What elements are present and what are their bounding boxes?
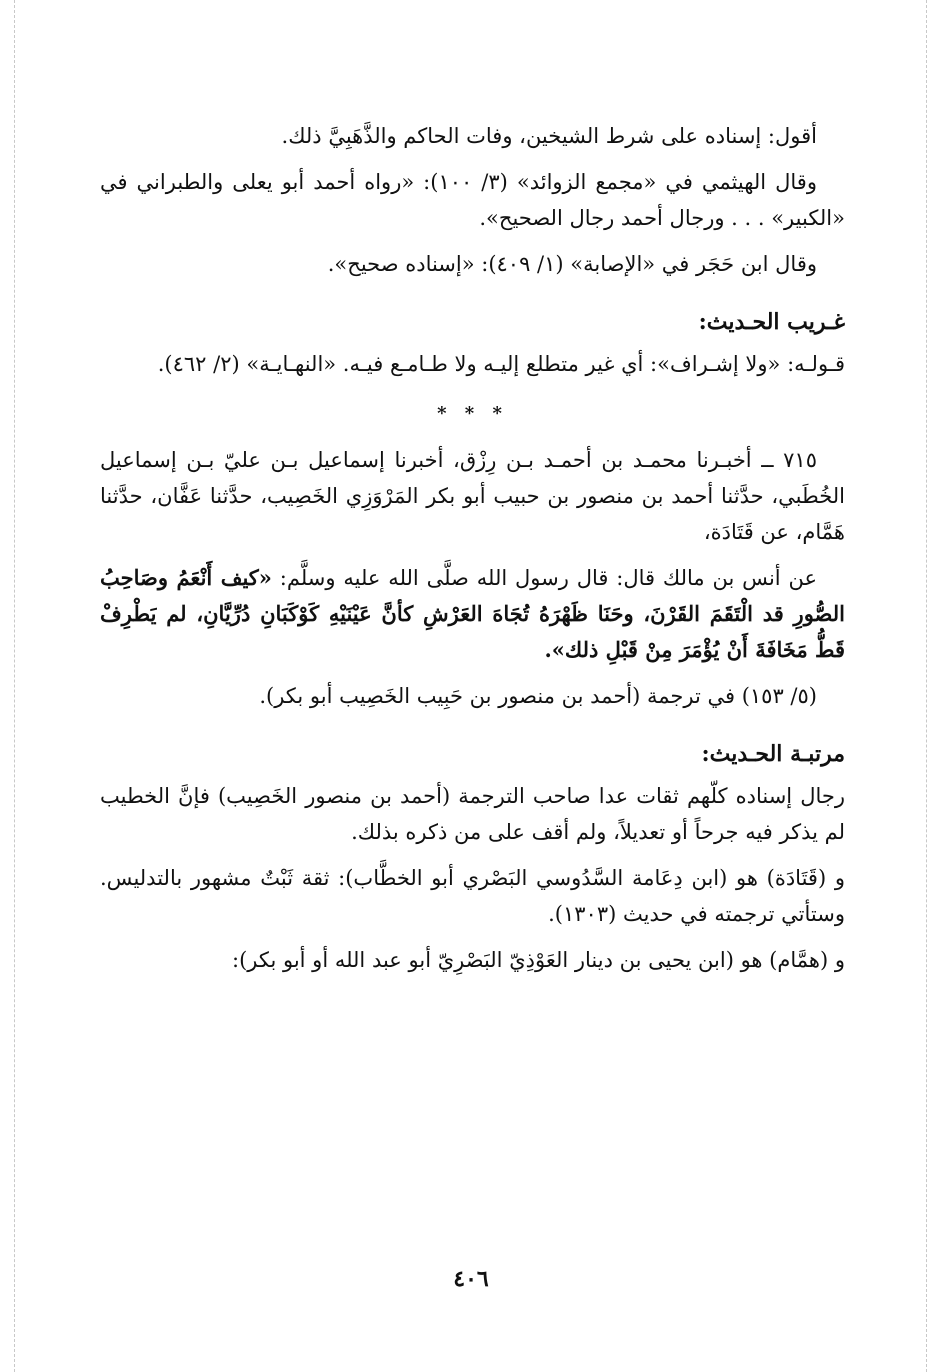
hadith-matn-text: «كيف أَنْعَمُ وصَاحِبُ الصُّورِ قد الْتَقَمَ القَرْنَ، وحَنَا ظَهْرَهُ تُجَاهَ العَرْشِ كأنَّ عَيْنَيْهِ كَوْكَبَانِ دُرِّيَّانِ، لم يَطْرِفْ قَطُّ مَخَافَةَ أَنْ يُؤْمَرَ مِنْ قَبْلِ ذلك». [100,565,845,662]
paragraph-haythami: وقال الهيثمي في «مجمع الزوائد» (٣/ ١٠٠): «رواه أحمد أبو يعلى والطبراني في «الكبير» . . . ورجال أحمد رجال الصحيح». [100,170,845,230]
page-number: ٤٠٦ [453,1266,489,1292]
left-margin-guide [14,0,15,1372]
heading-martabat-al-hadith: مرتبـة الحـديث: [701,741,845,767]
paragraph-hadith-matn [100,560,845,668]
right-margin-guide [926,0,927,1372]
paragraph-ibn-hajar: وقال ابن حَجَر في «الإصابة» (١/ ٤٠٩): «إسناده صحيح». [327,252,817,276]
paragraph-qatadah: و (قَتَادَة) هو (ابن دِعَامة السَّدُوسي البَصْري أبو الخطَّاب): ثقة ثَبْتٌ مشهور بالتدليس. وستأتي ترجمته في حديث (١٣٠٣). [100,866,845,926]
page-body [100,118,845,988]
paragraph-gharib: قـولـه: «ولا إشـراف»: أي غير متطلع إليـه ولا طـامـع فيـه. «النهـايـة» (٢/ ٤٦٢). [157,352,845,376]
section-separator: * * * [437,403,508,424]
heading-gharib-al-hadith: غـريب الحـديث: [698,309,845,335]
hadith-matn-intro: عن أنس بن مالك قال: قال رسول الله صلَّى الله عليه وسلَّم: [271,566,817,590]
paragraph-hadith-isnad: ٧١٥ ــ أخبـرنا محمـد بن أحمـد بـن رِزْق، أخبرنا إسماعيل بـن عليّ بـن إسماعيل الخُطَبي، حدَّثنا أحمد بن منصور بن حبيب أبو بكر المَرْوَزِي الخَصِيب، حدَّثنا عَفَّان، حدَّثنا هَمَّام، عن قَتَادَة، [100,448,845,544]
paragraph-conclusion: أقول: إسناده على شرط الشيخين، وفات الحاكم والذَّهَبِيَّ ذلك. [281,124,817,148]
paragraph-source-reference: (٥/ ١٥٣) في ترجمة (أحمد بن منصور بن حَبِيب الخَصِيب أبو بكر). [259,684,817,708]
paragraph-narrators: رجال إسناده كلّهم ثقات عدا صاحب الترجمة (أحمد بن منصور الخَصِيب) فإنَّ الخطيب لم يذكر فيه جرحاً أو تعديلاً، ولم أقف على من ذكره بذلك. [100,784,845,844]
paragraph-hammam: و (همَّام) هو (ابن يحيى بن دينار العَوْذِيّ البَصْرِيّ أبو عبد الله أو أبو بكر): [232,948,845,972]
